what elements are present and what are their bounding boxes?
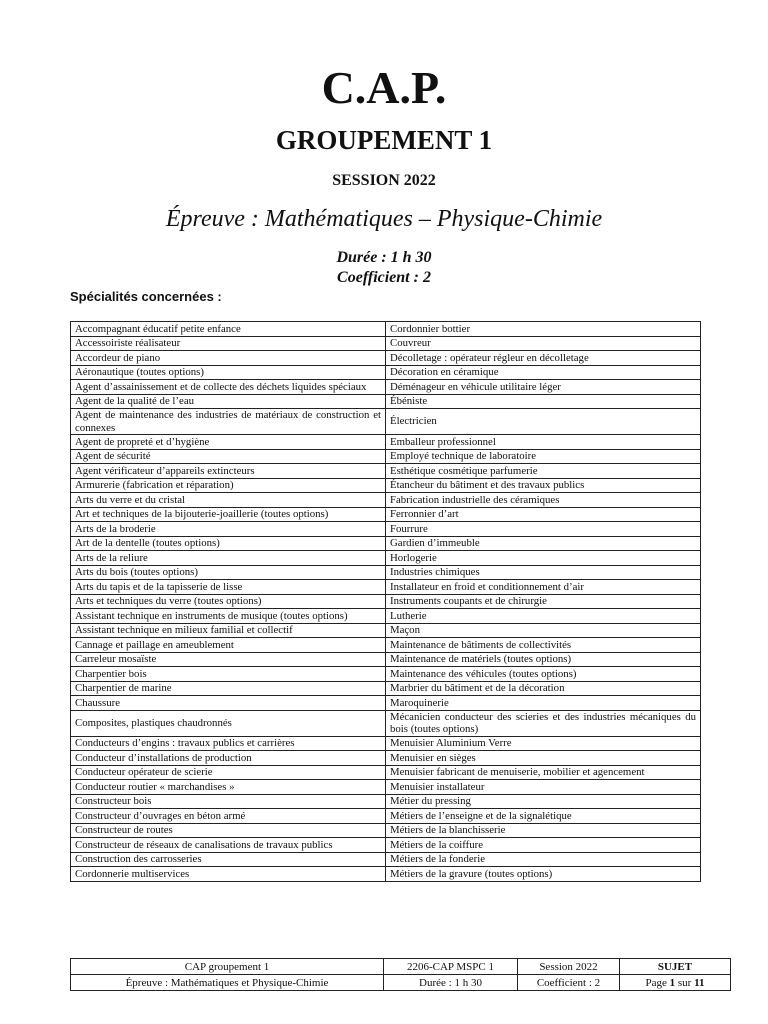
- table-row: [71, 565, 701, 580]
- table-row: [71, 507, 701, 522]
- table-row: [71, 838, 701, 853]
- table-row: [71, 522, 701, 537]
- specialty-left-cell: Carreleur mosaïste: [71, 652, 386, 667]
- specialty-right-cell: Installateur en froid et conditionnement d’air: [386, 580, 701, 595]
- specialty-left-cell: Cannage et paillage en ameublement: [71, 638, 386, 653]
- footer-group: CAP groupement 1: [71, 959, 384, 975]
- table-row: [71, 667, 701, 682]
- page-total: 11: [694, 976, 705, 989]
- specialty-right-cell: Menuisier fabricant de menuiserie, mobilier et agencement: [386, 765, 701, 780]
- specialties-table-body: [71, 322, 701, 882]
- specialty-left-cell: Arts et techniques du verre (toutes options): [71, 594, 386, 609]
- footer-page: [620, 975, 731, 991]
- specialty-right-cell: Couvreur: [386, 336, 701, 351]
- specialty-right-cell: Menuisier en sièges: [386, 751, 701, 766]
- specialty-left-cell: Constructeur de réseaux de canalisations de travaux publics: [71, 838, 386, 853]
- specialty-right-cell: Menuisier installateur: [386, 780, 701, 795]
- specialty-left-cell: Assistant technique en milieux familial et collectif: [71, 623, 386, 638]
- specialty-left-cell: Armurerie (fabrication et réparation): [71, 478, 386, 493]
- specialty-right-cell: Métiers de la coiffure: [386, 838, 701, 853]
- specialty-right-cell: Ébéniste: [386, 394, 701, 409]
- footer-coefficient: Coefficient : 2: [518, 975, 620, 991]
- table-row: [71, 765, 701, 780]
- specialty-right-cell: Horlogerie: [386, 551, 701, 566]
- specialty-left-cell: Composites, plastiques chaudronnés: [71, 710, 386, 736]
- specialty-left-cell: Constructeur de routes: [71, 823, 386, 838]
- table-row: [71, 652, 701, 667]
- table-row: [71, 794, 701, 809]
- specialty-right-cell: Métiers de la gravure (toutes options): [386, 867, 701, 882]
- specialty-left-cell: Agent de maintenance des industries de matériaux de construction et connexes: [71, 409, 386, 435]
- table-row: [71, 823, 701, 838]
- specialty-left-cell: Arts du tapis et de la tapisserie de lisse: [71, 580, 386, 595]
- specialty-right-cell: Maçon: [386, 623, 701, 638]
- specialty-right-cell: Métiers de la blanchisserie: [386, 823, 701, 838]
- footer-duration: Durée : 1 h 30: [384, 975, 518, 991]
- table-row: [71, 780, 701, 795]
- specialty-left-cell: Arts de la broderie: [71, 522, 386, 537]
- table-row: [71, 638, 701, 653]
- table-row: [71, 380, 701, 395]
- exam-session: SESSION 2022: [332, 172, 436, 189]
- table-row: [71, 394, 701, 409]
- specialty-right-cell: Électricien: [386, 409, 701, 435]
- specialty-left-cell: Conducteur d’installations de production: [71, 751, 386, 766]
- specialty-left-cell: Cordonnerie multiservices: [71, 867, 386, 882]
- table-row: [71, 464, 701, 479]
- specialty-left-cell: Charpentier de marine: [71, 681, 386, 696]
- footer-epreuve: Épreuve : Mathématiques et Physique-Chimie: [71, 975, 384, 991]
- table-row: [71, 551, 701, 566]
- specialty-left-cell: Agent de la qualité de l’eau: [71, 394, 386, 409]
- specialty-right-cell: Maintenance de bâtiments de collectivités: [386, 638, 701, 653]
- table-row: [71, 351, 701, 366]
- table-row: [71, 365, 701, 380]
- exam-duration: Durée : 1 h 30: [336, 249, 432, 266]
- table-row: [71, 809, 701, 824]
- specialty-left-cell: Aéronautique (toutes options): [71, 365, 386, 380]
- table-row: [71, 435, 701, 450]
- specialty-right-cell: Cordonnier bottier: [386, 322, 701, 337]
- specialty-left-cell: Accessoiriste réalisateur: [71, 336, 386, 351]
- specialty-right-cell: Déménageur en véhicule utilitaire léger: [386, 380, 701, 395]
- exam-subject: Épreuve : Mathématiques – Physique-Chimie: [165, 206, 603, 232]
- page-number: 1: [669, 976, 676, 989]
- table-row: [71, 449, 701, 464]
- table-row: [71, 623, 701, 638]
- specialty-left-cell: Art de la dentelle (toutes options): [71, 536, 386, 551]
- specialty-right-cell: Emballeur professionnel: [386, 435, 701, 450]
- table-row: [71, 580, 701, 595]
- specialty-right-cell: Gardien d’immeuble: [386, 536, 701, 551]
- footer-code: 2206-CAP MSPC 1: [384, 959, 518, 975]
- specialty-left-cell: Chaussure: [71, 696, 386, 711]
- specialty-right-cell: Fourrure: [386, 522, 701, 537]
- specialty-left-cell: Agent d’assainissement et de collecte des déchets liquides spéciaux: [71, 380, 386, 395]
- table-row: [71, 609, 701, 624]
- specialty-left-cell: Arts du bois (toutes options): [71, 565, 386, 580]
- specialty-right-cell: Maintenance des véhicules (toutes options): [386, 667, 701, 682]
- specialty-right-cell: Ferronnier d’art: [386, 507, 701, 522]
- exam-title: C.A.P.: [321, 62, 447, 113]
- specialty-left-cell: Conducteur routier « marchandises »: [71, 780, 386, 795]
- table-row: [71, 478, 701, 493]
- footer-row: [71, 959, 731, 975]
- specialty-left-cell: Construction des carrosseries: [71, 852, 386, 867]
- table-row: [71, 852, 701, 867]
- table-row: [71, 594, 701, 609]
- specialty-left-cell: Arts de la reliure: [71, 551, 386, 566]
- footer-sujet: SUJET: [620, 959, 731, 975]
- specialty-left-cell: Conducteurs d’engins : travaux publics et carrières: [71, 736, 386, 751]
- exam-coefficient: Coefficient : 2: [337, 269, 431, 286]
- table-row: [71, 736, 701, 751]
- table-row: [71, 867, 701, 882]
- specialty-right-cell: Marbrier du bâtiment et de la décoration: [386, 681, 701, 696]
- specialty-left-cell: Agent vérificateur d’appareils extincteurs: [71, 464, 386, 479]
- specialty-right-cell: Menuisier Aluminium Verre: [386, 736, 701, 751]
- specialty-right-cell: Instruments coupants et de chirurgie: [386, 594, 701, 609]
- page-prefix: Page: [645, 976, 670, 989]
- specialty-left-cell: Agent de sécurité: [71, 449, 386, 464]
- table-row: [71, 696, 701, 711]
- table-row: [71, 409, 701, 435]
- specialty-left-cell: Charpentier bois: [71, 667, 386, 682]
- specialty-left-cell: Conducteur opérateur de scierie: [71, 765, 386, 780]
- specialty-left-cell: Arts du verre et du cristal: [71, 493, 386, 508]
- table-row: [71, 710, 701, 736]
- table-row: [71, 336, 701, 351]
- specialty-left-cell: Agent de propreté et d’hygiène: [71, 435, 386, 450]
- specialty-right-cell: Décolletage : opérateur régleur en décolletage: [386, 351, 701, 366]
- table-row: [71, 493, 701, 508]
- specialty-right-cell: Fabrication industrielle des céramiques: [386, 493, 701, 508]
- specialty-right-cell: Métiers de l’enseigne et de la signalétique: [386, 809, 701, 824]
- specialty-left-cell: Accordeur de piano: [71, 351, 386, 366]
- page-mid: sur: [675, 976, 695, 989]
- specialty-right-cell: Lutherie: [386, 609, 701, 624]
- footer-table: [70, 958, 731, 991]
- footer-row: [71, 975, 731, 991]
- specialty-right-cell: Mécanicien conducteur des scieries et des industries mécaniques du bois (toutes options): [386, 710, 701, 736]
- specialty-left-cell: Art et techniques de la bijouterie-joaillerie (toutes options): [71, 507, 386, 522]
- specialty-right-cell: Métier du pressing: [386, 794, 701, 809]
- specialty-left-cell: Assistant technique en instruments de musique (toutes options): [71, 609, 386, 624]
- table-row: [71, 322, 701, 337]
- specialty-right-cell: Employé technique de laboratoire: [386, 449, 701, 464]
- specialties-table: [70, 321, 701, 882]
- specialty-right-cell: Maroquinerie: [386, 696, 701, 711]
- footer-session: Session 2022: [518, 959, 620, 975]
- specialty-left-cell: Constructeur d’ouvrages en béton armé: [71, 809, 386, 824]
- table-row: [71, 536, 701, 551]
- specialties-label: Spécialités concernées :: [70, 289, 222, 304]
- specialty-left-cell: Accompagnant éducatif petite enfance: [71, 322, 386, 337]
- table-row: [71, 751, 701, 766]
- specialty-right-cell: Métiers de la fonderie: [386, 852, 701, 867]
- specialty-right-cell: Décoration en céramique: [386, 365, 701, 380]
- specialty-right-cell: Étancheur du bâtiment et des travaux publics: [386, 478, 701, 493]
- specialty-right-cell: Industries chimiques: [386, 565, 701, 580]
- specialty-left-cell: Constructeur bois: [71, 794, 386, 809]
- exam-group: GROUPEMENT 1: [275, 125, 493, 155]
- specialty-right-cell: Maintenance de matériels (toutes options): [386, 652, 701, 667]
- specialty-right-cell: Esthétique cosmétique parfumerie: [386, 464, 701, 479]
- table-row: [71, 681, 701, 696]
